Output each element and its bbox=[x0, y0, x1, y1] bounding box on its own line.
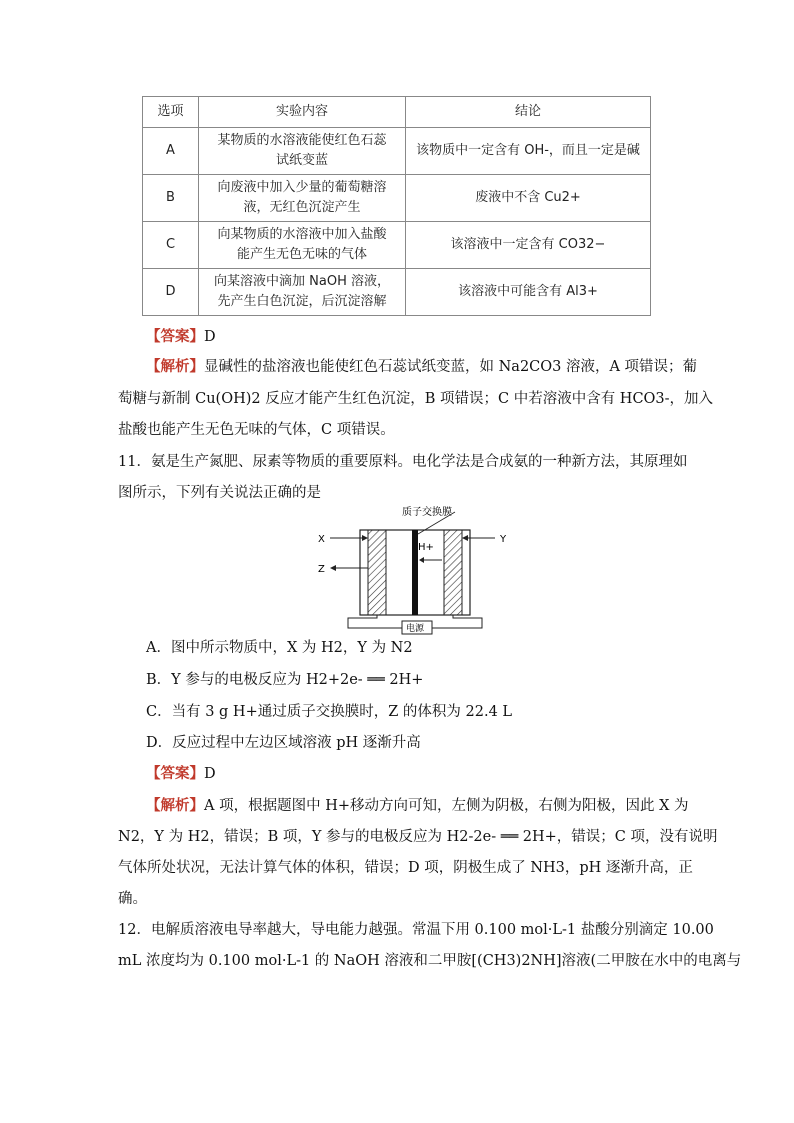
table-row bbox=[143, 269, 651, 316]
cell-conclusion: 该溶液中一定含有 CO32− bbox=[406, 222, 651, 269]
cell-content-line: 向某溶液中滴加 NaOH 溶液， bbox=[214, 274, 390, 289]
y-label: Y bbox=[500, 534, 507, 545]
q11-analysis-line: N2，Y 为 H2，错误；B 项，Y 参与的电极反应为 H2-2e- ══ 2H+，错误；C 项，没有说明 bbox=[118, 829, 718, 845]
cell-content-line: 向废液中加入少量的葡萄糖溶 bbox=[217, 180, 387, 195]
cell-conclusion: 该物质中一定含有 OH-，而且一定是碱 bbox=[406, 128, 651, 175]
q11-option-b: B．Y 参与的电极反应为 H2+2e- ══ 2H+ bbox=[146, 672, 424, 688]
q11-option-d: D．反应过程中左边区域溶液 pH 逐渐升高 bbox=[146, 735, 421, 751]
options-table bbox=[142, 96, 651, 316]
q10-analysis-line bbox=[146, 356, 706, 378]
cell-content-line: 先产生白色沉淀，后沉淀溶解 bbox=[217, 294, 387, 309]
q11-analysis-line: 气体所处状况，无法计算气体的体积，错误；D 项，阴极生成了 NH3，pH 逐渐升高，正 bbox=[118, 860, 693, 876]
table-row bbox=[143, 222, 651, 269]
y-arrow-head bbox=[462, 535, 468, 541]
q12-stem-line: 12．电解质溶液电导率越大，导电能力越强。常温下用 0.100 mol·L-1 盐酸分别滴定 10.00 bbox=[118, 922, 714, 938]
cell-content bbox=[199, 222, 406, 269]
q11-analysis-line: 确。 bbox=[118, 891, 147, 907]
header-conclusion: 结论 bbox=[406, 97, 651, 128]
cell-option: A bbox=[143, 128, 199, 175]
q11-option-a: A．图中所示物质中，X 为 H2，Y 为 N2 bbox=[146, 640, 413, 656]
q11-analysis-line bbox=[146, 795, 706, 817]
cell-content bbox=[199, 128, 406, 175]
q10-answer bbox=[146, 326, 706, 348]
analysis-tag: 【解析】 bbox=[146, 359, 204, 375]
table-row bbox=[143, 128, 651, 175]
ion-arrow-head bbox=[419, 557, 424, 563]
q11-option-c: C．当有 3 g H+通过质子交换膜时，Z 的体积为 22.4 L bbox=[146, 704, 513, 720]
cell-content-line: 试纸变蓝 bbox=[275, 153, 328, 168]
analysis-text: A 项，根据题图中 H+移动方向可知，左侧为阴极，右侧为阳极，因此 X 为 bbox=[204, 798, 689, 814]
z-label: Z bbox=[318, 564, 325, 575]
q10-analysis-line: 萄糖与新制 Cu(OH)2 反应才能产生红色沉淀，B 项错误；C 中若溶液中含有 HCO3-，加入 bbox=[118, 391, 714, 407]
z-arrow-head bbox=[330, 565, 336, 571]
cell-content bbox=[199, 175, 406, 222]
cell-conclusion: 废液中不含 Cu2+ bbox=[406, 175, 651, 222]
right-electrode bbox=[444, 530, 462, 615]
q11-answer bbox=[146, 763, 706, 785]
q11-stem-line: 图所示，下列有关说法正确的是 bbox=[118, 485, 321, 501]
analysis-text: 显碱性的盐溶液也能使红色石蕊试纸变蓝，如 Na2CO3 溶液，A 项错误；葡 bbox=[204, 359, 698, 375]
header-option: 选项 bbox=[143, 97, 199, 128]
cell-content-line: 某物质的水溶液能使红色石蕊 bbox=[217, 133, 387, 148]
cell-content bbox=[199, 269, 406, 316]
answer-value: D bbox=[204, 329, 216, 345]
electrolysis-cell-diagram bbox=[310, 500, 520, 635]
cell-option: B bbox=[143, 175, 199, 222]
ion-label: H+ bbox=[418, 542, 434, 553]
cell-conclusion: 该溶液中可能含有 Al3+ bbox=[406, 269, 651, 316]
q12-stem-line: mL 浓度均为 0.100 mol·L-1 的 NaOH 溶液和二甲胺[(CH3)2NH]溶液(二甲胺在水中的电离与 bbox=[118, 953, 742, 969]
membrane-label: 质子交换膜 bbox=[402, 507, 452, 518]
answer-tag: 【答案】 bbox=[146, 329, 204, 345]
cell-content-line: 液，无红色沉淀产生 bbox=[243, 200, 361, 215]
answer-value: D bbox=[204, 766, 216, 782]
left-wire bbox=[348, 615, 402, 628]
cell-option: D bbox=[143, 269, 199, 316]
right-wire bbox=[432, 615, 482, 628]
x-label: X bbox=[318, 534, 325, 545]
x-arrow-head bbox=[362, 535, 368, 541]
q11-stem-line: 11．氨是生产氮肥、尿素等物质的重要原料。电化学法是合成氨的一种新方法，其原理如 bbox=[118, 454, 688, 470]
cell-content-line: 向某物质的水溶液中加入盐酸 bbox=[217, 227, 387, 242]
answer-tag: 【答案】 bbox=[146, 766, 204, 782]
header-content: 实验内容 bbox=[199, 97, 406, 128]
table-row bbox=[143, 175, 651, 222]
analysis-tag: 【解析】 bbox=[146, 798, 204, 814]
q10-analysis-line: 盐酸也能产生无色无味的气体，C 项错误。 bbox=[118, 422, 395, 438]
left-electrode bbox=[368, 530, 386, 615]
cell-content-line: 能产生无色无味的气体 bbox=[236, 247, 367, 262]
power-label: 电源 bbox=[406, 624, 425, 634]
table-header-row bbox=[143, 97, 651, 128]
cell-option: C bbox=[143, 222, 199, 269]
